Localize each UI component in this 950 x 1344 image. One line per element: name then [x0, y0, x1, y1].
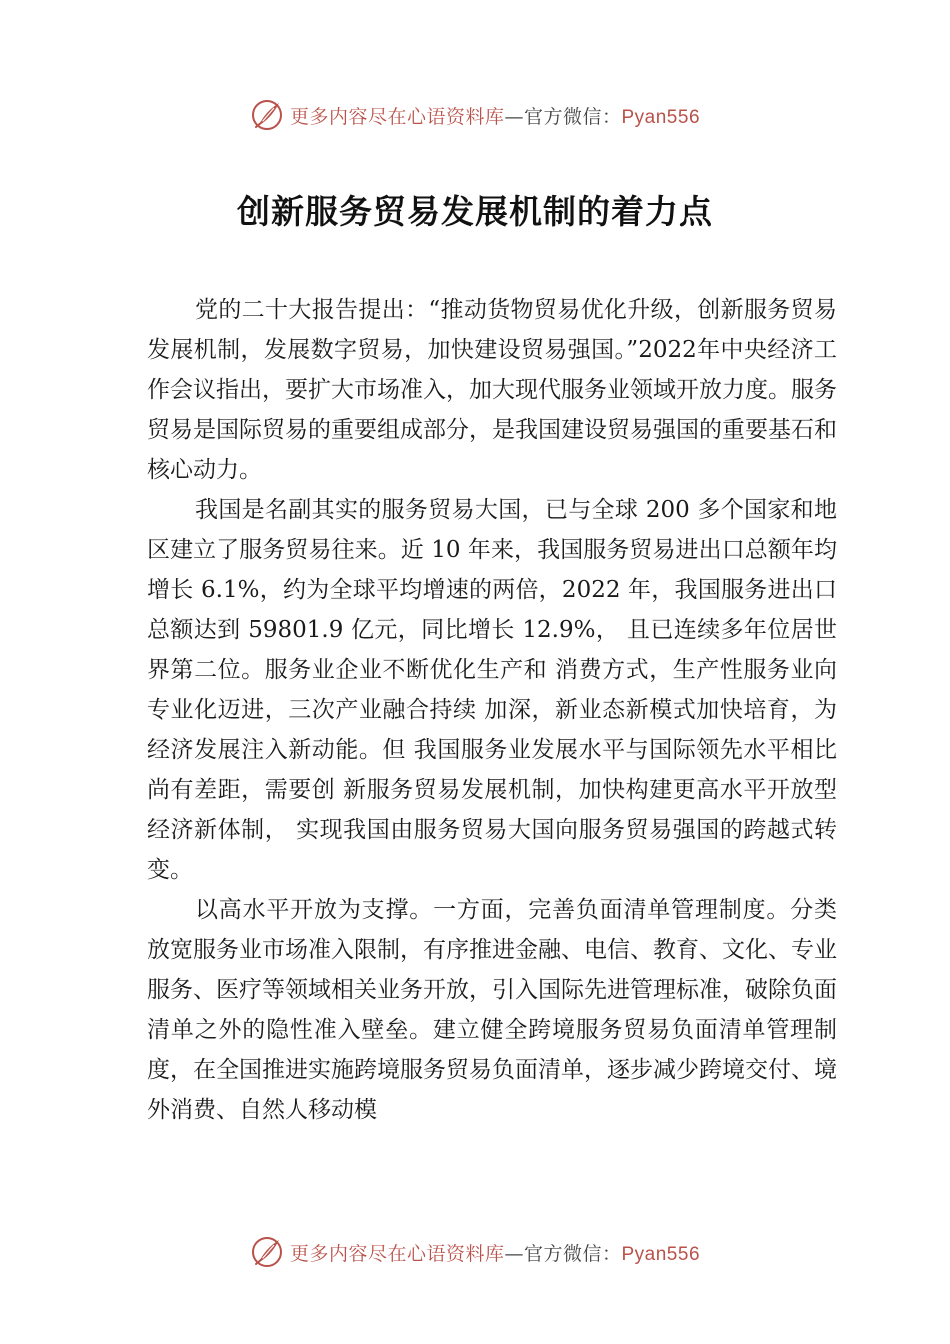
header-watermark — [0, 95, 950, 135]
watermark-wechat-label: 官方微信： — [523, 105, 622, 128]
footer-watermark — [0, 1232, 950, 1272]
watermark-text — [290, 1239, 700, 1266]
watermark-wechat-handle: Pyan556 — [621, 1243, 701, 1265]
feather-pen-logo-icon — [250, 98, 284, 132]
watermark-wechat-label: 官方微信： — [523, 1242, 622, 1265]
watermark-site-text: 更多内容尽在心语资料库 — [289, 1242, 505, 1265]
paragraph: 党的二十大报告提出：“推动货物贸易优化升级，创新服务贸易发展机制，发展数字贸易，加快建设贸易强国。”2022年中央经济工作会议指出，要扩大市场准入，加大现代服务业领域开放力度。服务贸易是国际贸易的重要组成部分，是我国建设贸易强国的重要基石和核心动力。 — [147, 297, 837, 483]
feather-pen-logo-icon — [250, 1235, 284, 1269]
watermark-wechat-handle: Pyan556 — [621, 106, 701, 128]
watermark-separator: — — [504, 105, 524, 128]
document-body — [147, 290, 837, 1130]
document-title: 创新服务贸易发展机制的着力点 — [237, 192, 713, 231]
watermark-separator: — — [504, 1242, 524, 1265]
paragraph: 以高水平开放为支撑。一方面，完善负面清单管理制度。分类放宽服务业市场准入限制，有序推进金融、电信、教育、文化、专业服务、医疗等领域相关业务开放，引入国际先进管理标准，破除负面清单之外的隐性准入壁垒。建立健全跨境服务贸易负面清单管理制度，在全国推进实施跨境服务贸易负面清单，逐步减少跨境交付、境外消费、自然人移动模 — [147, 897, 837, 1123]
paragraph: 我国是名副其实的服务贸易大国，已与全球 200 多个国家和地区建立了服务贸易往来。近 10 年来，我国服务贸易进出口总额年均增长 6.1%，约为全球平均增速的两倍，2022 年，我国服务进出口总额达到 59801.9 亿元，同比增长 12.9%， 且已连续多年位居世界第二位。服务业企业不断优化生产和 消费方式，生产性服务业向专业化迈进，三次产业融合持续 加深，新业态新模式加快培育，为经济发展注入新动能。但 我国服务业发展水平与国际领先水平相比尚有差距，需要创 新服务贸易发展机制，加快构建更高水平开放型经济新体制， 实现我国由服务贸易大国向服务贸易强国的跨越式转变。 — [147, 497, 837, 883]
watermark-text — [290, 102, 700, 129]
watermark-site-text: 更多内容尽在心语资料库 — [289, 105, 505, 128]
